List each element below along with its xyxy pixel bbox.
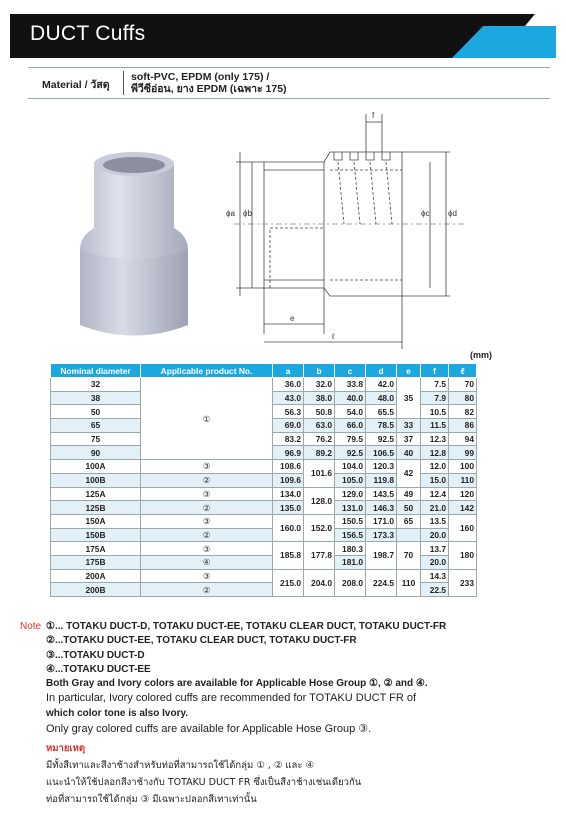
cell-f: 7.9 (421, 391, 449, 405)
cell-d: 146.3 (366, 501, 397, 515)
cell-b: 76.2 (304, 432, 335, 446)
table-row (51, 460, 477, 474)
cell-nd: 150B (51, 528, 141, 542)
cell-f: 12.8 (421, 446, 449, 460)
col-b: b (304, 364, 335, 378)
table-row (51, 528, 477, 542)
thai-note-1: มีทั้งสีเทาและสีงาช้างสำหรับท่อที่สามารถใช้ได้กลุ่ม ① , ② และ ④ (46, 760, 314, 771)
cell-b: 32.0 (304, 378, 335, 392)
cell-d: 143.5 (366, 487, 397, 501)
technical-drawing (224, 104, 474, 349)
cell-d: 65.5 (366, 405, 397, 419)
cell-c: 150.5 (335, 514, 366, 528)
note-7: which color tone is also Ivory. (46, 708, 189, 719)
cell-nd: 125A (51, 487, 141, 501)
note-label: Note (20, 621, 42, 632)
note-1: ①... TOTAKU DUCT-D, TOTAKU DUCT-EE, TOTAKU CLEAR DUCT, TOTAKU DUCT-FR (46, 621, 447, 632)
note-2: ②...TOTAKU DUCT-EE, TOTAKU CLEAR DUCT, TOTAKU DUCT-FR (46, 635, 357, 646)
cell-l: 99 (449, 446, 477, 460)
cell-a: 109.6 (273, 473, 304, 487)
dim-e-label: e (290, 314, 295, 323)
cell-a: 108.6 (273, 460, 304, 474)
cell-app: ② (141, 501, 273, 515)
cell-l: 80 (449, 391, 477, 405)
dim-l-label: ℓ (332, 332, 335, 341)
table-row (51, 501, 477, 515)
cell-c: 181.0 (335, 555, 366, 569)
table-row (51, 514, 477, 528)
cell-d: 48.0 (366, 391, 397, 405)
table-row (51, 378, 477, 392)
col-c: c (335, 364, 366, 378)
cell-nd: 100B (51, 473, 141, 487)
cell-f: 21.0 (421, 501, 449, 515)
cell-e: 70 (397, 542, 421, 569)
material-value (131, 71, 287, 95)
cell-c: 54.0 (335, 405, 366, 419)
cell-nd: 100A (51, 460, 141, 474)
cell-b: 177.8 (304, 542, 335, 569)
cell-a: 96.9 (273, 446, 304, 460)
thai-note-2: แนะนำให้ใช้ปลอกสีงาช้างกับ TOTAKU DUCT FR ซึ่งเป็นสีงาช้างเช่นเดียวกัน (46, 777, 362, 788)
cell-c: 40.0 (335, 391, 366, 405)
cell-d: 106.5 (366, 446, 397, 460)
cell-b: 89.2 (304, 446, 335, 460)
thai-note-3: ท่อที่สามารถใช้ได้กลุ่ม ③ มีเฉพาะปลอกสีเทาเท่านั้น (46, 794, 257, 805)
cell-nd: 50 (51, 405, 141, 419)
cell-app: ③ (141, 460, 273, 474)
cell-app: ④ (141, 555, 273, 569)
cell-nd: 175B (51, 555, 141, 569)
cell-app: ③ (141, 542, 273, 556)
cell-l: 142 (449, 501, 477, 515)
material-divider (123, 71, 124, 95)
cell-l: 110 (449, 473, 477, 487)
cell-l: 233 (449, 569, 477, 596)
table-header-row (51, 364, 477, 378)
cell-d: 224.5 (366, 569, 397, 596)
cell-f: 13.7 (421, 542, 449, 556)
cell-e: 42 (397, 460, 421, 487)
cell-l: 86 (449, 419, 477, 433)
cell-d: 198.7 (366, 542, 397, 569)
cell-app: ② (141, 528, 273, 542)
title-banner (0, 14, 566, 60)
cell-f: 22.5 (421, 583, 449, 597)
table-row (51, 542, 477, 556)
cell-b: 50.8 (304, 405, 335, 419)
cell-f: 13.5 (421, 514, 449, 528)
cell-b: 38.0 (304, 391, 335, 405)
cell-nd: 175A (51, 542, 141, 556)
cell-f: 20.0 (421, 555, 449, 569)
dim-c-label: ϕc (421, 209, 430, 218)
cell-d: 119.8 (366, 473, 397, 487)
page-title: DUCT Cuffs (30, 22, 146, 45)
unit-label: (mm) (470, 350, 492, 360)
cell-app: ③ (141, 569, 273, 583)
cell-f: 12.3 (421, 432, 449, 446)
cell-app: ③ (141, 514, 273, 528)
cell-l: 160 (449, 514, 477, 541)
col-e: e (397, 364, 421, 378)
col-a: a (273, 364, 304, 378)
cell-c: 156.5 (335, 528, 366, 542)
table-row (51, 569, 477, 583)
cell-l: 94 (449, 432, 477, 446)
cell-d: 42.0 (366, 378, 397, 392)
col-applicable-product: Applicable product No. (141, 364, 273, 378)
cell-f: 12.4 (421, 487, 449, 501)
cell-e: 37 (397, 432, 421, 446)
cell-b: 152.0 (304, 514, 335, 541)
cell-nd: 65 (51, 419, 141, 433)
cell-c: 104.0 (335, 460, 366, 474)
cell-c: 33.8 (335, 378, 366, 392)
col-f: f (421, 364, 449, 378)
cell-c: 105.0 (335, 473, 366, 487)
cell-nd: 90 (51, 446, 141, 460)
cell-e: 33 (397, 419, 421, 433)
cell-l: 70 (449, 378, 477, 392)
cell-c: 79.5 (335, 432, 366, 446)
table-row (51, 487, 477, 501)
cell-d: 120.3 (366, 460, 397, 474)
cell-app-group-1: ① (141, 378, 273, 460)
cell-e: 110 (397, 569, 421, 596)
cell-a: 56.3 (273, 405, 304, 419)
cell-f: 12.0 (421, 460, 449, 474)
cell-f: 11.5 (421, 419, 449, 433)
cell-e: 35 (397, 378, 421, 419)
cell-c: 92.5 (335, 446, 366, 460)
cell-b: 63.0 (304, 419, 335, 433)
cell-app: ③ (141, 487, 273, 501)
cell-nd: 200B (51, 583, 141, 597)
cell-f: 10.5 (421, 405, 449, 419)
cell-f: 20.0 (421, 528, 449, 542)
cell-e: 40 (397, 446, 421, 460)
cell-f: 7.5 (421, 378, 449, 392)
cell-c: 129.0 (335, 487, 366, 501)
cell-d: 173.3 (366, 528, 397, 542)
product-photo (74, 150, 194, 340)
cell-d: 92.5 (366, 432, 397, 446)
cell-a: 215.0 (273, 569, 304, 596)
cell-b: 128.0 (304, 487, 335, 514)
cell-c: 180.3 (335, 542, 366, 556)
material-label: Material / วัสดุ (42, 79, 110, 91)
note-4: ④...TOTAKU DUCT-EE (46, 664, 151, 675)
cell-a: 69.0 (273, 419, 304, 433)
thai-notes-heading: หมายเหตุ (46, 743, 86, 754)
cell-e: 65 (397, 514, 421, 528)
cell-d: 78.5 (366, 419, 397, 433)
cell-a: 43.0 (273, 391, 304, 405)
cell-nd: 75 (51, 432, 141, 446)
cell-app: ② (141, 583, 273, 597)
col-d: d (366, 364, 397, 378)
cell-f: 14.3 (421, 569, 449, 583)
dim-d-label: ϕd (448, 209, 457, 218)
cell-l: 82 (449, 405, 477, 419)
dim-f-label: f (372, 111, 375, 120)
dim-a-label: ϕa (226, 209, 235, 218)
cell-e: 50 (397, 501, 421, 515)
cell-a: 160.0 (273, 514, 304, 541)
cell-a: 36.0 (273, 378, 304, 392)
note-3: ③...TOTAKU DUCT-D (46, 650, 145, 661)
cell-a: 185.8 (273, 542, 304, 569)
cell-b: 101.6 (304, 460, 335, 487)
cell-c: 131.0 (335, 501, 366, 515)
cell-a: 134.0 (273, 487, 304, 501)
cell-a: 83.2 (273, 432, 304, 446)
material-line-2: พีวีซีอ่อน, ยาง EPDM (เฉพาะ 175) (131, 83, 287, 95)
note-6: In particular, Ivory colored cuffs are recommended for TOTAKU DUCT FR of (46, 692, 417, 704)
spec-table (50, 363, 477, 597)
cell-nd: 32 (51, 378, 141, 392)
cell-nd: 125B (51, 501, 141, 515)
cell-c: 208.0 (335, 569, 366, 596)
material-line-1: soft-PVC, EPDM (only 175) / (131, 71, 270, 83)
cell-l: 120 (449, 487, 477, 501)
cell-f: 15.0 (421, 473, 449, 487)
note-8: Only gray colored cuffs are available for Applicable Hose Group ③. (46, 723, 372, 735)
material-row (28, 67, 550, 99)
cell-l: 100 (449, 460, 477, 474)
cell-b: 204.0 (304, 569, 335, 596)
cell-d: 171.0 (366, 514, 397, 528)
cell-l: 180 (449, 542, 477, 569)
cell-e (397, 528, 421, 542)
cell-a: 135.0 (273, 501, 304, 515)
col-nominal-diameter: Nominal diameter (51, 364, 141, 378)
cell-app: ② (141, 473, 273, 487)
cell-nd: 38 (51, 391, 141, 405)
cell-nd: 200A (51, 569, 141, 583)
cell-c: 66.0 (335, 419, 366, 433)
note-5: Both Gray and Ivory colors are available for Applicable Hose Group ①, ② and ④. (46, 678, 428, 689)
col-l: ℓ (449, 364, 477, 378)
cell-e: 49 (397, 487, 421, 501)
dim-b-label: ϕb (243, 209, 252, 218)
cell-nd: 150A (51, 514, 141, 528)
